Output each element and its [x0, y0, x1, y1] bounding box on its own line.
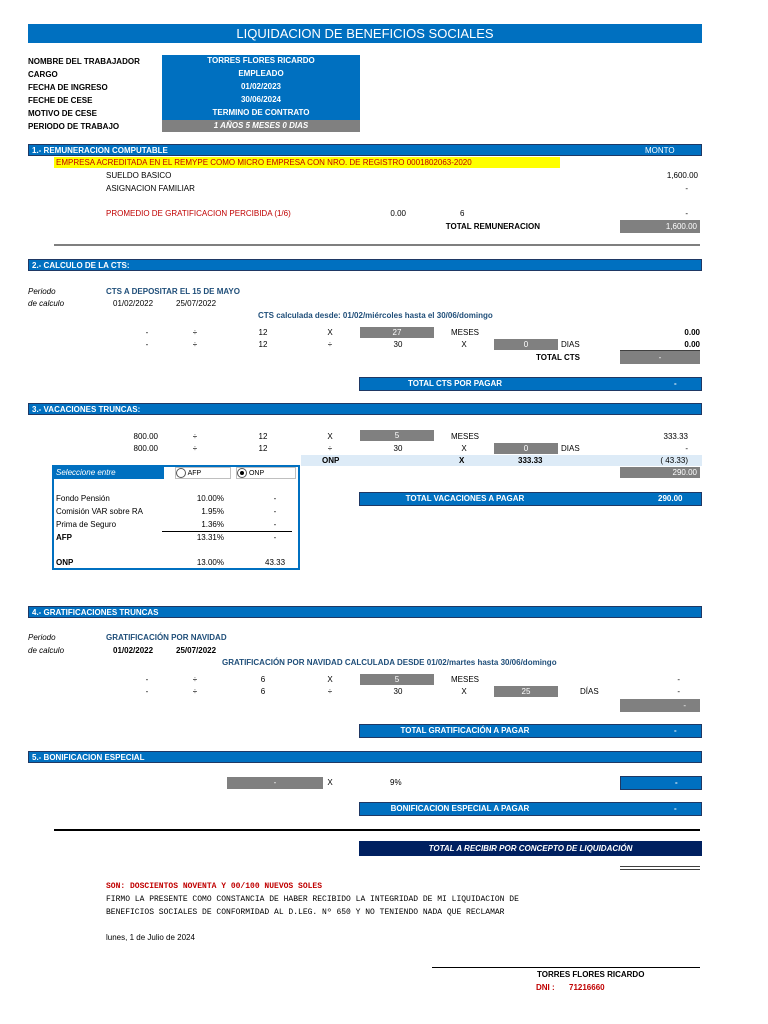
vac-r2-result: -: [685, 444, 688, 453]
grat-r2-div: 6: [260, 687, 266, 696]
bonificacion-result: -: [675, 778, 678, 787]
grat-date-to: 25/07/2022: [176, 646, 217, 655]
grat-r1-div: 6: [260, 675, 266, 684]
asignacion-label: ASIGNACION FAMILIAR: [106, 184, 195, 193]
grat-subtitle: GRATIFICACIÓN POR NAVIDAD: [106, 633, 227, 642]
cts-meses-label: MESES: [451, 328, 480, 337]
afp-total-pct: 13.31%: [196, 533, 224, 542]
dni-label: DNI :: [536, 983, 555, 992]
cts-r1-result: 0.00: [684, 328, 700, 337]
selector-label: Seleccione entre: [54, 467, 164, 479]
grat-r2-days-base: 30: [393, 687, 403, 696]
onp-row-base: 333.33: [518, 456, 543, 465]
grat-meses-label: MESES: [451, 675, 480, 684]
worker-label-name: NOMBRE DEL TRABAJADOR: [28, 57, 140, 66]
gratificacion-amount: 0.00: [390, 209, 406, 218]
cts-r2-x: X: [461, 340, 467, 349]
total-bonificacion-bar: [359, 802, 702, 816]
grat-periodo-label: Periodo: [28, 633, 56, 642]
vac-r2-div: 12: [258, 444, 268, 453]
total-cts-pagar-bar: [359, 377, 702, 391]
afp-total-value: -: [273, 533, 277, 542]
grat-dias-input[interactable]: 25: [494, 686, 558, 697]
total-gratificacion-bar: [359, 724, 702, 738]
signature-line: [432, 967, 700, 968]
section-3-header: 3.- VACACIONES TRUNCAS:: [28, 403, 702, 415]
bonificacion-base-input[interactable]: -: [227, 777, 323, 789]
cts-r1-div: 12: [258, 328, 268, 337]
vac-r2-base: 800.00: [133, 444, 158, 453]
worker-cese: 30/06/2024: [162, 95, 360, 104]
amount-in-words: SON: DOSCIENTOS NOVENTA Y 00/100 NUEVOS SOLES: [106, 882, 323, 891]
cts-date-from: 01/02/2022: [113, 299, 154, 308]
pension-item-pct: 1.95%: [201, 507, 224, 516]
cts-date-to: 25/07/2022: [176, 299, 217, 308]
cts-subtitle: CTS A DEPOSITAR EL 15 DE MAYO: [106, 287, 240, 296]
total-cts-pagar-value: -: [674, 379, 677, 388]
vac-r2-days-base: 30: [393, 444, 403, 453]
onp-radio-label: ONP: [248, 470, 265, 477]
pension-item-name: Comisión VAR sobre RA: [56, 507, 143, 516]
pension-item-value: -: [273, 520, 277, 529]
worker-label-cargo: CARGO: [28, 70, 58, 79]
pension-item-name: Prima de Seguro: [56, 520, 117, 529]
cts-r1-x: X: [327, 328, 333, 337]
cts-dias-input[interactable]: 0: [494, 339, 558, 350]
cts-periodo-label: Periodo: [28, 287, 56, 296]
pension-item-pct: 1.36%: [201, 520, 224, 529]
afp-radio-label: AFP: [187, 470, 202, 477]
pension-item-pct: 10.00%: [196, 494, 224, 503]
sueldo-label: SUELDO BASICO: [106, 171, 172, 180]
worker-periodo: 1 AÑOS 5 MESES 0 DIAS: [162, 120, 360, 132]
grand-total-rule: [54, 829, 700, 831]
worker-ingreso: 01/02/2023: [162, 82, 360, 91]
worker-label-cese: FECHE DE CESE: [28, 96, 93, 105]
cts-r2-op2: ÷: [327, 340, 333, 349]
worker-label-periodo: PERIODO DE TRABAJO: [28, 122, 120, 131]
asignacion-value: -: [685, 184, 688, 193]
onp-row-x: X: [459, 456, 465, 465]
pension-selector-box: [52, 465, 300, 570]
gratificacion-divisor: 6: [460, 209, 465, 218]
grat-r1-base: -: [145, 675, 149, 684]
cts-dias-label: DIAS: [561, 340, 580, 349]
onp-total-pct: 13.00%: [196, 558, 224, 567]
onp-row-deduction: ( 43.33): [660, 456, 688, 465]
cts-de-calculo-label: de calculo: [28, 299, 65, 308]
total-bonificacion-label: BONIFICACION ESPECIAL A PAGAR: [390, 804, 530, 813]
pension-item-value: -: [273, 494, 277, 503]
cts-r1-base: -: [145, 328, 149, 337]
total-cts-label: TOTAL CTS: [536, 353, 580, 362]
vac-r1-x: X: [327, 432, 333, 441]
total-cts-value: -: [620, 351, 700, 364]
grat-dias-label: DÍAS: [580, 687, 599, 696]
grat-r1-result: -: [677, 675, 680, 684]
bonificacion-x: X: [327, 778, 333, 787]
afp-total-name: AFP: [56, 533, 72, 542]
signature-date: lunes, 1 de Julio de 2024: [106, 933, 195, 942]
section-2-header: 2.- CALCULO DE LA CTS:: [28, 259, 702, 271]
section-1-divider: [54, 244, 700, 246]
grat-meses-input[interactable]: 5: [360, 674, 434, 685]
worker-label-motivo: MOTIVO DE CESE: [28, 109, 97, 118]
onp-radio-option[interactable]: [236, 467, 296, 479]
document-title: LIQUIDACION DE BENEFICIOS SOCIALES: [28, 24, 702, 43]
grat-r2-op: ÷: [192, 687, 198, 696]
onp-row-label: ONP: [322, 456, 340, 465]
vac-meses-input[interactable]: 5: [360, 430, 434, 441]
total-remuneracion-label: TOTAL REMUNERACION: [445, 222, 540, 231]
vac-r1-div: 12: [258, 432, 268, 441]
gratificacion-value: -: [685, 209, 688, 218]
cts-calc-note: CTS calculada desde: 01/02/miércoles hasta el 30/06/domingo: [258, 311, 493, 320]
total-cts-pagar-label: TOTAL CTS POR PAGAR: [407, 379, 503, 388]
vac-dias-label: DIAS: [561, 444, 580, 453]
vac-r1-base: 800.00: [133, 432, 158, 441]
vac-r2-x: X: [461, 444, 467, 453]
section-5-header: 5.- BONIFICACION ESPECIAL: [28, 751, 702, 763]
afp-sum-rule: [162, 531, 292, 532]
grat-de-calculo-label: de calculo: [28, 646, 65, 655]
total-remuneracion-value: 1,600.00: [620, 220, 700, 233]
vac-meses-label: MESES: [451, 432, 480, 441]
worker-motivo: TERMINO DE CONTRATO: [162, 108, 360, 117]
signer-name: TORRES FLORES RICARDO: [537, 970, 645, 979]
vac-r2-op: ÷: [192, 444, 198, 453]
cts-r2-op: ÷: [192, 340, 198, 349]
total-gratificacion-value: -: [674, 726, 677, 735]
grat-date-from: 01/02/2022: [113, 646, 154, 655]
bonificacion-result-box: [620, 776, 702, 790]
grat-sub-value: -: [620, 699, 700, 712]
total-gratificacion-label: TOTAL GRATIFICACIÓN A PAGAR: [400, 726, 530, 735]
onp-total-name: ONP: [56, 558, 74, 567]
worker-name: TORRES FLORES RICARDO: [162, 56, 360, 65]
afp-radio-icon[interactable]: [176, 468, 186, 478]
vac-r1-op: ÷: [192, 432, 198, 441]
vac-dias-input[interactable]: 0: [494, 443, 558, 454]
section-1-header: [28, 144, 702, 156]
section-1-title: 1.- REMUNERACION COMPUTABLE: [32, 146, 168, 155]
grat-r2-op2: ÷: [327, 687, 333, 696]
sueldo-value: 1,600.00: [666, 171, 698, 180]
declaration-line-2: BENEFICIOS SOCIALES DE CONFORMIDAD AL D.LEG. Nº 650 Y NO TENIENDO NADA QUE RECLAMAR: [106, 908, 505, 917]
vac-r2-op2: ÷: [327, 444, 333, 453]
cts-r1-op: ÷: [192, 328, 198, 337]
bonificacion-pct: 9%: [390, 778, 402, 787]
gratificacion-label: PROMEDIO DE GRATIFICACION PERCIBIDA (1/6): [106, 209, 291, 218]
total-bonificacion-value: -: [674, 804, 677, 813]
pension-item-name: Fondo Pensión: [56, 494, 110, 503]
worker-label-ingreso: FECHA DE INGRESO: [28, 83, 108, 92]
dni-value: 71216660: [569, 983, 605, 992]
grat-r1-op: ÷: [192, 675, 198, 684]
cts-r2-days-base: 30: [393, 340, 403, 349]
pension-item-value: -: [273, 507, 277, 516]
onp-radio-icon[interactable]: [237, 468, 247, 478]
total-cts-rule: [620, 350, 700, 351]
afp-radio-option[interactable]: [175, 467, 231, 479]
cts-r2-div: 12: [258, 340, 268, 349]
section-4-header: 4.- GRATIFICACIONES TRUNCAS: [28, 606, 702, 618]
grand-total-bar: TOTAL A RECIBIR POR CONCEPTO DE LIQUIDACIÓN: [359, 841, 702, 856]
grand-total-rule-1: [620, 866, 700, 867]
onp-total-value: 43.33: [265, 558, 286, 567]
worker-cargo: EMPLEADO: [162, 69, 360, 78]
cts-r2-result: 0.00: [684, 340, 700, 349]
vac-r1-result: 333.33: [663, 432, 688, 441]
grat-r1-x: X: [327, 675, 333, 684]
grat-r2-result: -: [677, 687, 680, 696]
grat-calc-note: GRATIFICACIÓN POR NAVIDAD CALCULADA DESDE 01/02/martes hasta 30/06/domingo: [222, 658, 557, 667]
cts-r2-base: -: [145, 340, 149, 349]
total-vacaciones-value: 290.00: [658, 494, 683, 503]
grat-r2-x: X: [461, 687, 467, 696]
total-vacaciones-bar: [359, 492, 702, 506]
declaration-line-1: FIRMO LA PRESENTE COMO CONSTANCIA DE HABER RECIBIDO LA INTEGRIDAD DE MI LIQUIDACION DE: [106, 895, 519, 904]
cts-meses-input[interactable]: 27: [360, 327, 434, 338]
monto-label: MONTO: [645, 146, 675, 155]
vac-sub-value: 290.00: [620, 467, 700, 478]
grat-r2-base: -: [145, 687, 149, 696]
grand-total-rule-2: [620, 869, 700, 870]
remype-banner: EMPRESA ACREDITADA EN EL REMYPE COMO MICRO EMPRESA CON NRO. DE REGISTRO 0001802063-2020: [54, 157, 560, 168]
total-vacaciones-label: TOTAL VACACIONES A PAGAR: [405, 494, 525, 503]
